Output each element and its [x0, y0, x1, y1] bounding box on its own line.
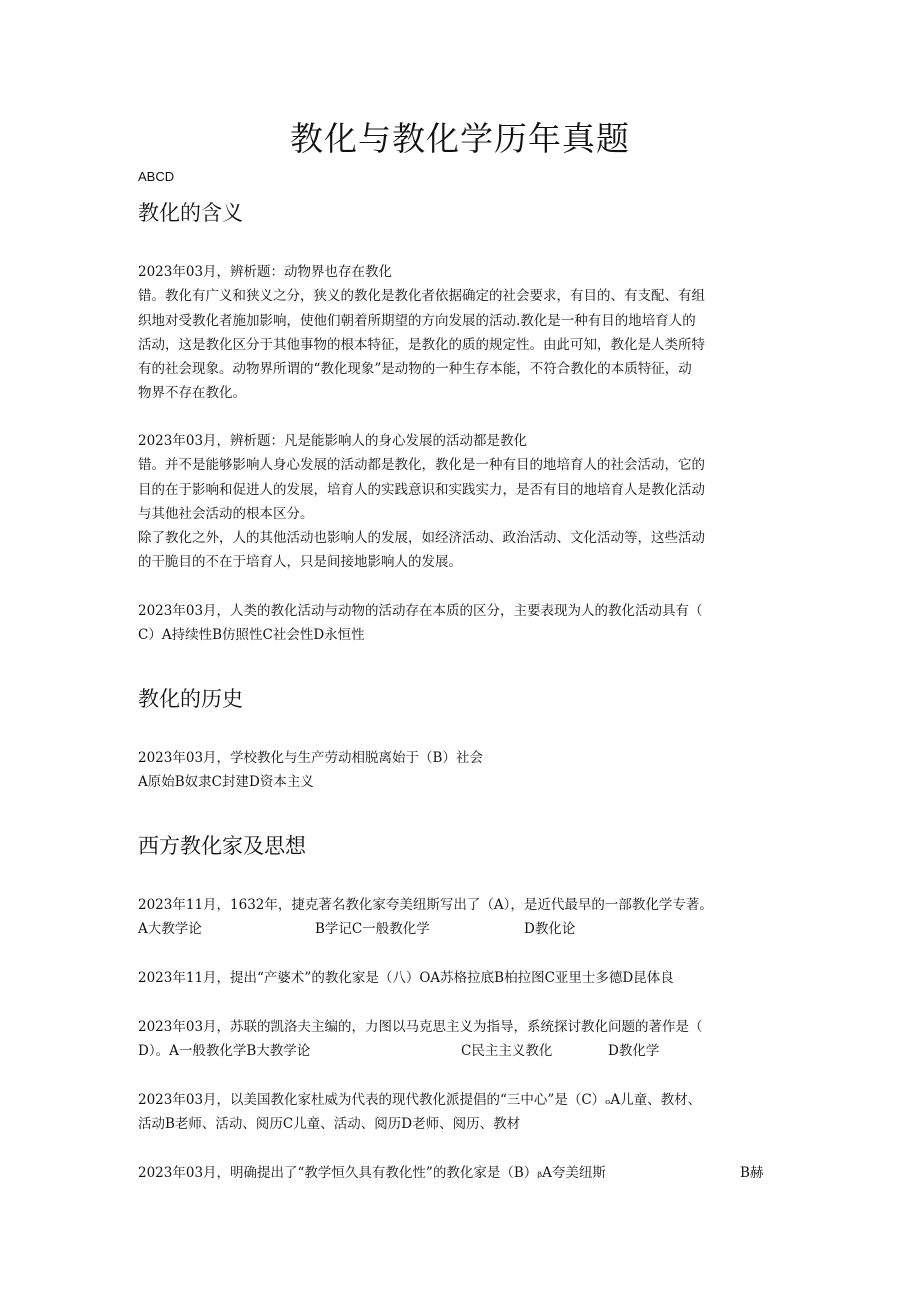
- answer-line: 错。并不是能够影响人身心发展的活动都是教化，教化是一种有目的地培育人的社会活动，它的: [138, 457, 705, 474]
- question-line: A原始B奴隶C封建D资本主义: [138, 774, 314, 791]
- question-line: 2023年03月，人类的教化活动与动物的活动存在本质的区分，主要表现为人的教化活动具有（: [138, 603, 703, 619]
- section-heading-history: 教化的历史: [138, 687, 243, 711]
- abcd-label: ABCD: [138, 169, 175, 184]
- question-line: 2023年03月，学校教化与生产劳动相脱离始于（B）社会: [138, 750, 483, 766]
- document-title: 教化与教化学历年真题: [290, 119, 630, 158]
- answer-line: 与其他社会活动的根本区分。: [138, 505, 314, 522]
- section-heading-meaning: 教化的含义: [138, 201, 243, 225]
- question-block: [138, 1088, 798, 1137]
- question-block: [138, 429, 798, 575]
- answer-line: 错。教化有广义和狭义之分，狭义的教化是教化者依据确定的社会要求，有目的、有支配、有组: [138, 288, 705, 305]
- option-text: 2023年03月，明确提出了“教学恒久具有教化性”的教化家是（B）ᵦA夸美纽斯: [138, 1165, 606, 1181]
- answer-line: 目的在于影响和促进人的发展，培育人的实践意识和实践实力，是否有目的地培育人是教化活动: [138, 481, 705, 498]
- answer-line: 织地对受教化者施加影响，使他们朝着所期望的方向发展的活动.教化是一种有目的地培育人的: [138, 312, 696, 329]
- option-text: C民主主义教化: [461, 1043, 553, 1060]
- question-block: [138, 260, 798, 406]
- question-block: [138, 599, 798, 648]
- option-text: A大教学论: [138, 921, 202, 938]
- question-line: 2023年03月，辨析题：凡是能影响人的身心发展的活动都是教化: [138, 433, 528, 449]
- answer-line: 物界不存在教化。: [138, 385, 246, 402]
- answer-line: 除了教化之外，人的其他活动也影响人的发展，如经济活动、政治活动、文化活动等，这些活动: [138, 530, 705, 547]
- question-line: 2023年03月，辨析题：动物界也存在教化: [138, 264, 393, 280]
- question-line: C）A持续性B仿照性C社会性D永恒性: [138, 627, 365, 644]
- options-line: [138, 1039, 798, 1063]
- question-block: [138, 893, 798, 942]
- question-block: [138, 1161, 798, 1185]
- question-line: 2023年11月，提出“产婆术”的教化家是（八）OA苏格拉底B柏拉图C亚里士多德D昆体良: [138, 970, 674, 986]
- option-text: D）。A一般教化学B大教学论: [138, 1043, 311, 1060]
- question-block: [138, 746, 798, 795]
- answer-line: 的干脆目的不在于培育人，只是间接地影响人的发展。: [138, 554, 462, 571]
- question-block: [138, 966, 798, 990]
- question-block: [138, 1015, 798, 1064]
- option-text: B学记C一般教化学: [315, 921, 430, 938]
- question-line: 2023年11月，1632年，捷克著名教化家夸美纽斯写出了（A），是近代最早的一部教化学专著。: [138, 897, 713, 913]
- option-text: D教化论: [524, 921, 576, 938]
- question-line: 活动B老师、活动、阅历C儿童、活动、阅历D老师、阅历、教材: [138, 1116, 521, 1133]
- option-text: D教化学: [608, 1043, 660, 1060]
- section-heading-western-educators: 西方教化家及思想: [138, 834, 306, 858]
- option-text: B赫: [740, 1165, 764, 1181]
- answer-line: 活动，这是教化区分于其他事物的根本特征，是教化的质的规定性。由此可知，教化是人类所特: [138, 336, 705, 353]
- answer-line: 有的社会现象。动物界所谓的“教化现象”是动物的一种生存本能，不符合教化的本质特征，动: [138, 361, 692, 378]
- question-line: 2023年03月，苏联的凯洛夫主编的，力图以马克思主义为指导，系统探讨教化问题的著作是（: [138, 1019, 703, 1035]
- question-line: 2023年03月，以美国教化家杜威为代表的现代教化派提倡的“三中心”是（C）ₒA儿童、教材、: [138, 1092, 702, 1108]
- options-line: [138, 917, 798, 941]
- options-line: [138, 1161, 798, 1185]
